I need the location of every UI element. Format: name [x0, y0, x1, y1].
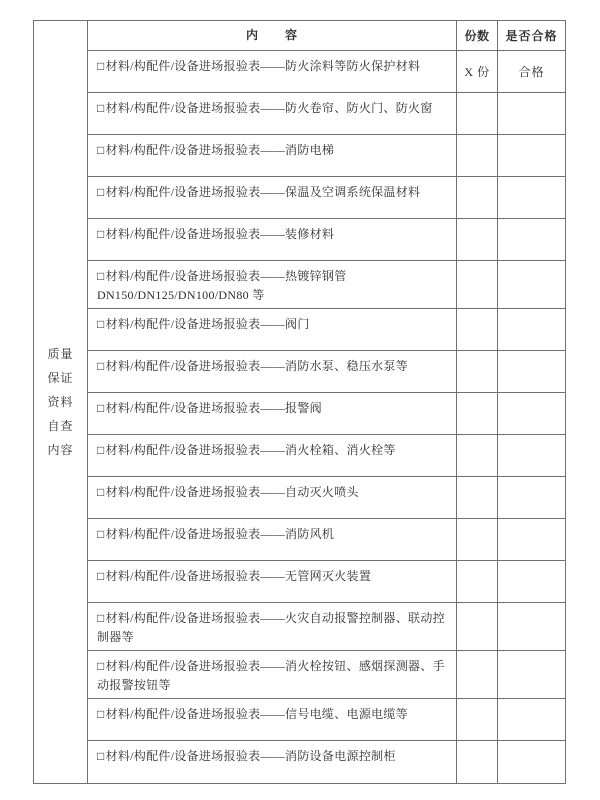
row-content-cell — [88, 393, 456, 434]
table-header-row — [88, 21, 565, 51]
row-content-cell — [88, 219, 456, 260]
qualified-cell — [497, 219, 565, 260]
row-content-cell — [88, 261, 456, 308]
row-content-label: 材料/构配件/设备进场报验表——消防电梯 — [105, 143, 335, 157]
table-row — [88, 393, 565, 435]
qualified-cell — [497, 435, 565, 476]
row-content-label: 材料/构配件/设备进场报验表——无管网灭火装置 — [105, 569, 372, 583]
copies-cell: X 份 — [456, 51, 497, 92]
table-row — [88, 261, 565, 309]
copies-cell — [456, 561, 497, 602]
row-content-label: 材料/构配件/设备进场报验表——装修材料 — [105, 227, 335, 241]
table-row — [88, 351, 565, 393]
table-row — [88, 51, 565, 93]
copies-cell — [456, 93, 497, 134]
copies-cell — [456, 603, 497, 650]
copies-cell — [456, 699, 497, 740]
qualified-cell — [497, 135, 565, 176]
qualified-cell — [497, 477, 565, 518]
table-row — [88, 177, 565, 219]
row-content-label: 材料/构配件/设备进场报验表——防火涂料等防火保护材料 — [105, 59, 421, 73]
table-row — [88, 435, 565, 477]
checkbox-icon[interactable]: □ — [97, 269, 105, 283]
table-row — [88, 135, 565, 177]
row-content-label: 材料/构配件/设备进场报验表——消火栓按钮、感烟探测器、手动报警按钮等 — [97, 659, 445, 692]
copies-cell — [456, 351, 497, 392]
sidebar-label-line: 资料 — [47, 395, 74, 409]
row-content-cell — [88, 603, 456, 650]
checkbox-icon[interactable]: □ — [97, 749, 105, 763]
content-column-header: 内 容 — [245, 28, 298, 42]
self-check-table — [33, 20, 566, 784]
row-content-label: 材料/构配件/设备进场报验表——阀门 — [105, 317, 310, 331]
qualified-cell — [497, 177, 565, 218]
row-content-cell — [88, 741, 456, 783]
copies-cell — [456, 519, 497, 560]
row-content-label: 材料/构配件/设备进场报验表——火灾自动报警控制器、联动控制器等 — [97, 611, 445, 644]
qualified-cell — [497, 561, 565, 602]
qualified-column-header: 是否合格 — [497, 21, 565, 50]
copies-column-header: 份数 — [456, 21, 497, 50]
row-content-label: 材料/构配件/设备进场报验表——防火卷帘、防火门、防火窗 — [105, 101, 433, 115]
checkbox-icon[interactable]: □ — [97, 143, 105, 157]
copies-cell — [456, 309, 497, 350]
row-content-label: 材料/构配件/设备进场报验表——信号电缆、电源电缆等 — [105, 707, 409, 721]
table-row — [88, 219, 565, 261]
copies-cell — [456, 219, 497, 260]
sidebar-row-header — [34, 21, 88, 783]
row-content-label: 材料/构配件/设备进场报验表——自动灭火喷头 — [105, 485, 359, 499]
qualified-cell — [497, 699, 565, 740]
qualified-cell — [497, 603, 565, 650]
row-content-label: 材料/构配件/设备进场报验表——热镀锌钢管 DN150/DN125/DN100/DN80 等 — [97, 269, 347, 302]
qualified-cell: 合格 — [497, 51, 565, 92]
sidebar-label-line: 自查 — [47, 419, 74, 433]
row-content-label: 材料/构配件/设备进场报验表——报警阀 — [105, 401, 322, 415]
table-row — [88, 309, 565, 351]
row-content-cell — [88, 177, 456, 218]
row-content-cell — [88, 699, 456, 740]
sidebar-label-line: 保证 — [47, 371, 74, 385]
checkbox-icon[interactable]: □ — [97, 707, 105, 721]
checkbox-icon[interactable]: □ — [97, 611, 105, 625]
checkbox-icon[interactable]: □ — [97, 185, 105, 199]
table-row — [88, 561, 565, 603]
checkbox-icon[interactable]: □ — [97, 401, 105, 415]
row-content-cell — [88, 519, 456, 560]
qualified-cell — [497, 741, 565, 783]
table-main — [88, 21, 565, 783]
qualified-cell — [497, 519, 565, 560]
qualified-cell — [497, 309, 565, 350]
table-row — [88, 519, 565, 561]
row-content-cell — [88, 561, 456, 602]
row-content-label: 材料/构配件/设备进场报验表——保温及空调系统保温材料 — [105, 185, 421, 199]
checkbox-icon[interactable]: □ — [97, 101, 105, 115]
checkbox-icon[interactable]: □ — [97, 443, 105, 457]
table-row — [88, 651, 565, 699]
row-content-label: 材料/构配件/设备进场报验表——消火栓箱、消火栓等 — [105, 443, 396, 457]
row-content-label: 材料/构配件/设备进场报验表——消防风机 — [105, 527, 335, 541]
checkbox-icon[interactable]: □ — [97, 569, 105, 583]
copies-cell — [456, 741, 497, 783]
copies-cell — [456, 135, 497, 176]
table-row — [88, 477, 565, 519]
row-content-label: 材料/构配件/设备进场报验表——消防设备电源控制柜 — [105, 749, 396, 763]
copies-cell — [456, 435, 497, 476]
copies-cell — [456, 393, 497, 434]
row-content-label: 材料/构配件/设备进场报验表——消防水泵、稳压水泵等 — [105, 359, 409, 373]
table-row — [88, 741, 565, 783]
row-content-cell — [88, 135, 456, 176]
row-content-cell — [88, 309, 456, 350]
copies-cell — [456, 177, 497, 218]
row-content-cell — [88, 477, 456, 518]
table-row — [88, 699, 565, 741]
checkbox-icon[interactable]: □ — [97, 527, 105, 541]
checkbox-icon[interactable]: □ — [97, 317, 105, 331]
row-content-cell — [88, 435, 456, 476]
row-content-cell — [88, 51, 456, 92]
checkbox-icon[interactable]: □ — [97, 59, 105, 73]
sidebar-label-line: 内容 — [47, 443, 74, 457]
row-content-cell — [88, 93, 456, 134]
copies-cell — [456, 261, 497, 308]
row-content-cell — [88, 651, 456, 698]
qualified-cell — [497, 393, 565, 434]
qualified-cell — [497, 351, 565, 392]
copies-cell — [456, 477, 497, 518]
checkbox-icon[interactable]: □ — [97, 659, 105, 673]
table-row — [88, 603, 565, 651]
checkbox-icon[interactable]: □ — [97, 485, 105, 499]
qualified-cell — [497, 651, 565, 698]
checkbox-icon[interactable]: □ — [97, 227, 105, 241]
sidebar-label-line: 质量 — [47, 347, 74, 361]
qualified-cell — [497, 93, 565, 134]
copies-cell — [456, 651, 497, 698]
row-content-cell — [88, 351, 456, 392]
checkbox-icon[interactable]: □ — [97, 359, 105, 373]
qualified-cell — [497, 261, 565, 308]
table-row — [88, 93, 565, 135]
